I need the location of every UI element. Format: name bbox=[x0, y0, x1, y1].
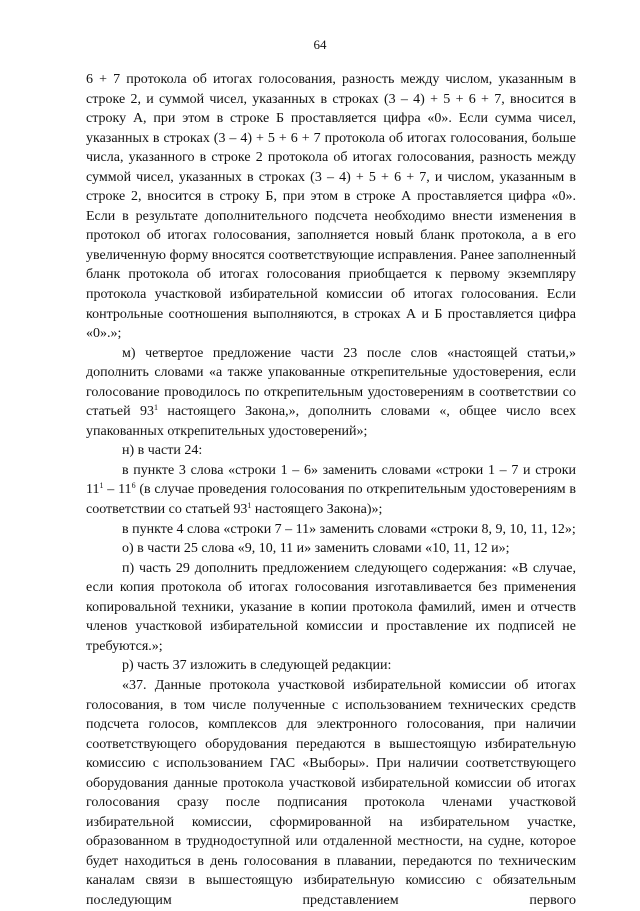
paragraph-item-p bbox=[86, 559, 576, 657]
paragraph-text: п) часть 29 дополнить предложением следующего содержания: «В случае, если копия протокола об итогах голосования изготавливается без применения копировальной техники, указание в копии протокола фамилий, имен и отчеств членов участковой избирательной комиссии и проставление их подписей не требуются.»; bbox=[86, 560, 576, 654]
paragraph-text: (в случае проведения голосования по открепительным удостоверениям в соответствии со статьей 93 bbox=[86, 482, 576, 518]
paragraph-text: 6 + 7 протокола об итогах голосования, разность между числом, указанным в строке 2, и суммой чисел, указанных в строках (3 – 4) + 5 + 6 + 7, вносится в строку А, при этом в строке Б проставляется цифра «0». Если сумма чисел, указанных в строках (3 – 4) + 5 + 6 + 7 протокола об итогах голосования, больше числа, указанного в строке 2 протокола об итогах голосования, разность между суммой чисел, указанных в строках (3 – 4) + 5 + 6 + 7, и числом, указанным в строке 2, вносится в строку Б, при этом в строке А проставляется цифра «0». Если в результате дополнительного подсчета необходимо внести изменения в протокол об итогах голосования, заполняется новый бланк протокола, а в его увеличенную форму вносятся соответствующие исправления. Ранее заполненный бланк протокола об итогах голосования приобщается к первому экземпляру протокола участковой избирательной комиссии об итогах голосования. Если контрольные соотношения выполняются, в строках А и Б проставляется цифра «0».»; bbox=[86, 72, 576, 342]
paragraph-text: настоящего Закона,», дополнить словами «, общее число всех упакованных открепительных удостоверений»; bbox=[86, 404, 576, 439]
document-body bbox=[86, 70, 576, 911]
paragraph-text: в пункте 4 слова «строки 7 – 11» заменить словами «строки 8, 9, 10, 11, 12»; bbox=[122, 521, 576, 537]
paragraph-text: м) четвертое предложение части 23 после слов «настоящей статьи,» дополнить словами «а также упакованные открепительные удостоверения, если голосование проводилось по открепительным удостоверениям в соответствии со статьей 93 bbox=[86, 345, 576, 420]
paragraph-item-n-point-3 bbox=[86, 461, 576, 520]
paragraph-item-m bbox=[86, 344, 576, 442]
paragraph-text: – 11 bbox=[103, 482, 132, 498]
superscript: 1 bbox=[153, 403, 158, 413]
superscript: 6 bbox=[131, 481, 136, 491]
paragraph-item-r bbox=[86, 656, 576, 676]
paragraph-item-n-point-4 bbox=[86, 520, 576, 540]
paragraph-text: р) часть 37 изложить в следующей редакции: bbox=[122, 658, 392, 674]
superscript: 1 bbox=[247, 501, 252, 511]
paragraph-text: в пункте 3 слова «строки 1 – 6» заменить словами «строки 1 – 7 и строки 11 bbox=[86, 462, 576, 498]
paragraph-text: настоящего Закона)»; bbox=[251, 502, 383, 518]
paragraph-item-n bbox=[86, 441, 576, 461]
paragraph-part-37 bbox=[86, 676, 576, 911]
superscript: 1 bbox=[99, 481, 104, 491]
paragraph-text: о) в части 25 слова «9, 10, 11 и» заменить словами «10, 11, 12 и»; bbox=[122, 541, 510, 557]
page-number: 64 bbox=[313, 37, 327, 52]
paragraph-continuation bbox=[86, 70, 576, 344]
paragraph-item-o bbox=[86, 539, 576, 559]
paragraph-text: н) в части 24: bbox=[122, 443, 203, 459]
paragraph-text: «37. Данные протокола участковой избирательной комиссии об итогах голосования, в том числе полученные с использованием технических средств подсчета голосов, комплексов для электронного голосования, при наличии соответствующего оборудования передаются в вышестоящую избирательную комиссию с использованием ГАС «Выборы». При наличии соответствующего оборудования данные протокола участковой избирательной комиссии об итогах голосования сразу после подписания протокола членами участковой избирательной комиссии, сформированной на избирательном участке, образованном в труднодоступной или отдаленной местности, на судне, которое будет находиться в день голосования в плавании, передаются по техническим каналам связи в вышестоящую избирательную комиссию с обязательным последующим представлением первого bbox=[86, 677, 576, 908]
